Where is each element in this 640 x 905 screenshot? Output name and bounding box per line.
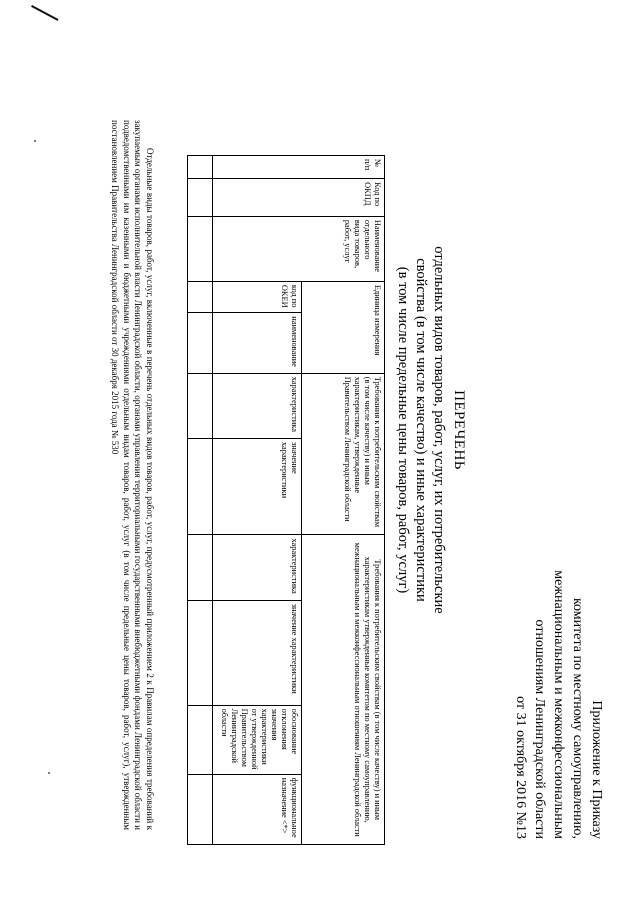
table-cell (188, 216, 213, 281)
subheader-committee-justification: обоснование отклонения значения характеристики от утвержденной Правительством Ленинградской области (213, 705, 302, 774)
scan-mark (31, 5, 58, 21)
title-line: свойства (в том числе качество) и иные характеристики (413, 258, 429, 602)
subheader-okei-code: код по ОКЕИ (213, 281, 302, 312)
table-cell (188, 281, 213, 312)
header-committee-requirements: Требования к потребительским свойствам (в том числе качеству) и иным характеристикам утвержденные комитетом по местному самоуправлению, межнациональным и межконфессиональным отношениям Ленинградской области (302, 535, 385, 845)
table-cell (188, 156, 213, 179)
header-num: № п/п (213, 156, 385, 179)
appendix-line: отношениям Ленинградской области (532, 619, 547, 839)
scan-dot (34, 140, 36, 142)
table-cell (188, 600, 213, 705)
table-cell (188, 373, 213, 438)
table-cell (188, 705, 213, 774)
table-cell (188, 535, 213, 600)
subheader-gov-characteristic: характеристика (213, 373, 302, 438)
title-line: отдельных видов товаров, работ, услуг, их потребительские (431, 246, 447, 614)
document-title (394, 150, 468, 710)
table-cell (188, 438, 213, 534)
header-okpd: Код по ОКПД (213, 179, 385, 217)
appendix-line: межнациональным и межконфессиональным (551, 570, 566, 839)
table-cell (188, 313, 213, 373)
table-cell (188, 179, 213, 217)
table-cell (188, 774, 213, 844)
subheader-committee-value: значение характеристики (213, 600, 302, 705)
footnote: Отдельные виды товаров, работ, услуг, включенные в перечень отдельных видов товаров, работ, услуг, предусмотренный приложением 2 к Правилам определения требований к закупаемым органами исполнительной власти Ленинградской области, органами управления территориальными государственными внебюджетными фондами Ленинградской области и подведомственными им казенными и бюджетными учреждениями отдельным видам товаров, работ, услуг (в том числе предельные цены товаров, работ, услуг), утвержденным постановлением Правительства Ленинградской области от 30 декабря 2015 года № 530 (110, 120, 155, 830)
scan-dot (48, 772, 50, 774)
subheader-unit-name: наименование (213, 313, 302, 373)
subheader-committee-characteristic: характеристика (213, 535, 302, 600)
requirements-table (187, 155, 385, 845)
table-row (188, 156, 213, 845)
title-heading: ПЕРЕЧЕНЬ (451, 390, 467, 470)
header-name: Наименование отдельного вида товаров, работ, услуг (213, 216, 385, 281)
title-line: (в том числе предельные цены товаров, работ, услуг) (395, 266, 411, 594)
appendix-line: комитета по местному самоуправлению, (570, 597, 585, 839)
appendix-header (511, 509, 606, 839)
appendix-line: Приложение к Приказу (589, 700, 604, 839)
subheader-committee-purpose: функциональное назначение <*> (213, 774, 302, 844)
table-header-row (302, 156, 385, 845)
subheader-gov-value: значение характеристики (213, 438, 302, 534)
header-gov-requirements: Требования к потребительским свойствам (в том числе качеству) и иным характеристикам, утвержденные Правительством Ленинградской области (302, 373, 385, 535)
header-unit: Единица измерения (302, 281, 385, 373)
appendix-date: от 31 октября 2016 №13 (513, 696, 528, 839)
